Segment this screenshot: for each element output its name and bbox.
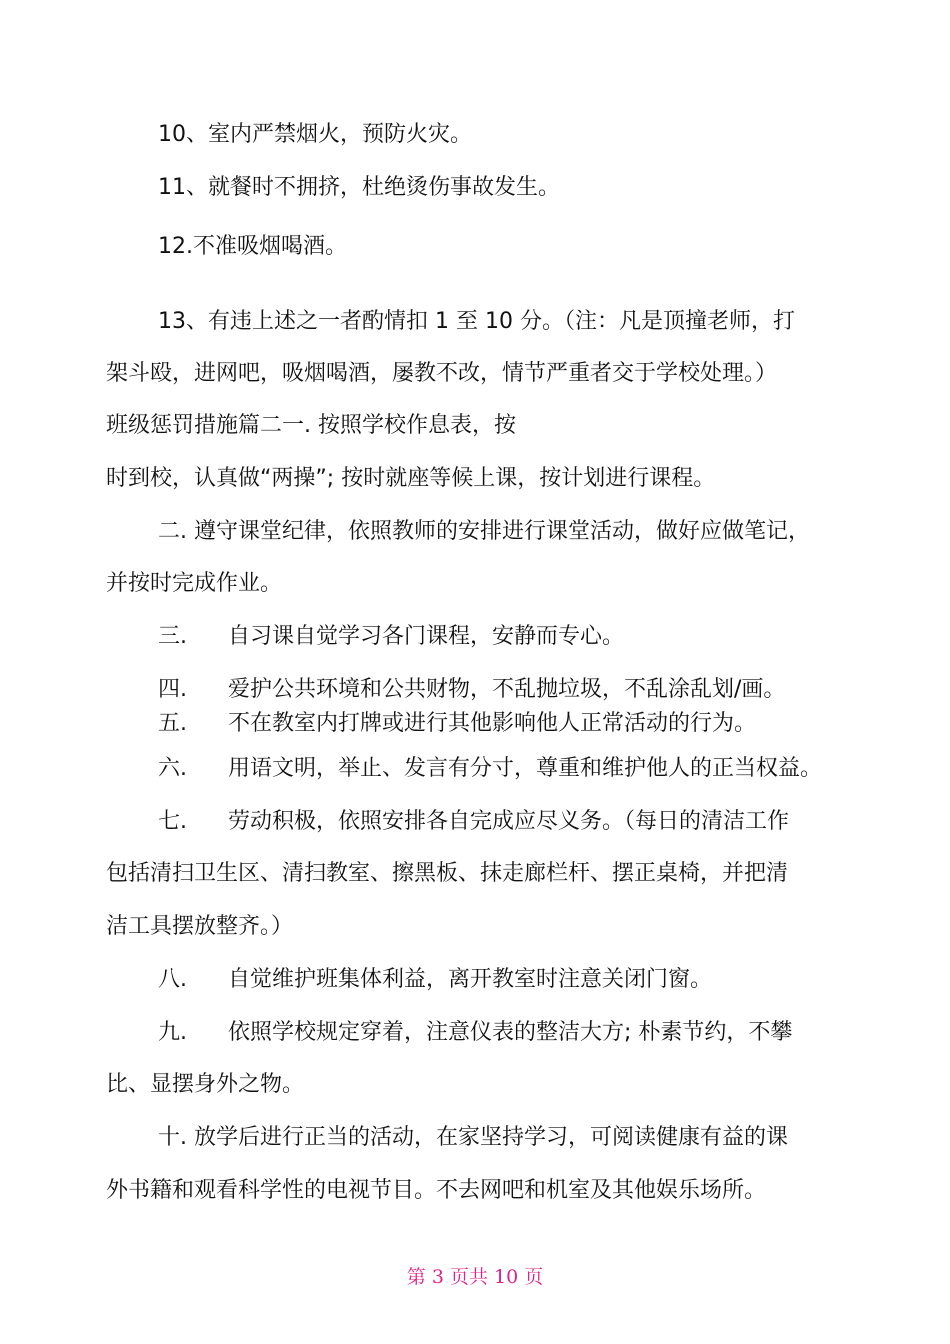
item-text: 依照学校规定穿着，注意仪表的整洁大方; 朴素节约，不攀 bbox=[228, 1020, 793, 1045]
item-number: 五. bbox=[158, 711, 187, 736]
list-item bbox=[158, 622, 624, 652]
list-item bbox=[158, 709, 756, 739]
paragraph-line: 11、就餐时不拥挤，杜绝烫伤事故发生。 bbox=[158, 175, 560, 200]
list-item bbox=[158, 1018, 792, 1048]
item-number: 七. bbox=[158, 809, 187, 834]
item-text: 爱护公共环境和公共财物，不乱抛垃圾，不乱涂乱划/画。 bbox=[228, 677, 786, 702]
item-number: 六. bbox=[158, 756, 187, 781]
item-number: 四. bbox=[158, 677, 187, 702]
paragraph-line: 二. 遵守课堂纪律，依照教师的安排进行课堂活动，做好应做笔记， bbox=[158, 519, 810, 544]
item-text: 用语文明，举止、发言有分寸，尊重和维护他人的正当权益。 bbox=[228, 756, 823, 781]
item-number: 九. bbox=[158, 1020, 187, 1045]
item-text: 自觉维护班集体利益，离开教室时注意关闭门窗。 bbox=[228, 967, 713, 992]
paragraph-line: 十. 放学后进行正当的活动，在家坚持学习，可阅读健康有益的课 bbox=[158, 1125, 788, 1150]
list-item bbox=[158, 754, 822, 784]
list-item bbox=[158, 807, 789, 837]
paragraph-line: 12.不准吸烟喝酒。 bbox=[158, 234, 347, 259]
item-number: 八. bbox=[158, 967, 187, 992]
paragraph-line: 10、室内严禁烟火，预防火灾。 bbox=[158, 122, 472, 147]
paragraph-line: 并按时完成作业。 bbox=[106, 571, 283, 596]
item-text: 不在教室内打牌或进行其他影响他人正常活动的行为。 bbox=[228, 711, 757, 736]
list-item bbox=[158, 965, 712, 995]
item-text: 劳动积极，依照安排各自完成应尽义务。（每日的清洁工作 bbox=[228, 809, 790, 834]
paragraph-line: 架斗殴，进网吧，吸烟喝酒，屡教不改，情节严重者交于学校处理。） bbox=[106, 361, 778, 386]
item-text: 自习课自觉学习各门课程，安静而专心。 bbox=[228, 624, 625, 649]
paragraph-line: 班级惩罚措施篇二一. 按照学校作息表，按 bbox=[106, 413, 516, 438]
list-item bbox=[158, 675, 785, 705]
page-footer: 第 3 页共 10 页 bbox=[406, 1266, 544, 1288]
paragraph-line: 外书籍和观看科学性的电视节目。不去网吧和机室及其他娱乐场所。 bbox=[106, 1178, 767, 1203]
paragraph-line: 时到校，认真做“两操”; 按时就座等候上课，按计划进行课程。 bbox=[106, 466, 716, 491]
paragraph-line: 洁工具摆放整齐。） bbox=[106, 914, 294, 939]
paragraph-line: 13、有违上述之一者酌情扣 1 至 10 分。（注：凡是顶撞老师，打 bbox=[158, 309, 795, 334]
paragraph-line: 比、显摆身外之物。 bbox=[106, 1072, 305, 1097]
item-number: 三. bbox=[158, 624, 187, 649]
paragraph-line: 包括清扫卫生区、清扫教室、擦黑板、抹走廊栏杆、摆正桌椅，并把清 bbox=[106, 861, 789, 886]
